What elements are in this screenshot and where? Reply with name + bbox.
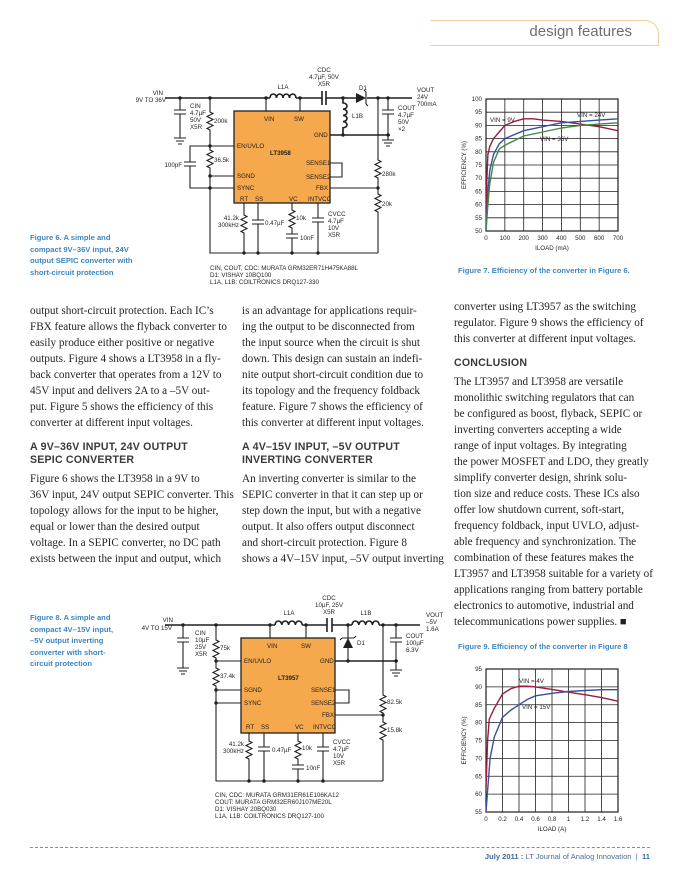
- pin-sense1: SENSE1: [311, 687, 336, 694]
- label-cout-count: ×2: [398, 126, 406, 133]
- text-line: tion size and reduce costs. These ICs also: [454, 488, 640, 500]
- label-vout-voltage: 24V: [417, 94, 429, 101]
- label-cin-value: 4.7µF: [190, 110, 206, 117]
- label-rc: 10k: [296, 215, 306, 222]
- text-line: outputs. Figure 4 shows a LT3958 in a fly-: [30, 353, 221, 365]
- y-tick-label: 90: [475, 683, 482, 691]
- text-line: range of input voltages. By integrating: [454, 440, 627, 452]
- label-cout-value: 4.7µF: [398, 112, 414, 119]
- text-line: regulator. Figure 9 shows the efficiency of: [454, 317, 644, 329]
- series-label-4v: VIN = 4V: [519, 678, 544, 685]
- text-line: INVERTING CONVERTER: [242, 454, 373, 466]
- text-line: step down the input, but with a negative: [242, 505, 421, 517]
- text-line: be configured as boost, flyback, SEPIC or: [454, 408, 643, 420]
- label-r-fb-bottom: 20k: [382, 201, 392, 208]
- label-d1: D1: [359, 85, 367, 92]
- component-note: D1: VISHAY 10BQ100: [210, 272, 272, 279]
- label-d1: D1: [357, 640, 365, 647]
- label-r-fb-top: 82.5k: [387, 699, 403, 706]
- label-l1b: L1B: [352, 113, 364, 120]
- pin-vc: VC: [295, 724, 304, 731]
- text-line: SEPIC CONVERTER: [30, 454, 135, 466]
- text-line: its topology and the frequency foldback: [242, 385, 421, 397]
- text-line: able frequency and synchronization. The: [454, 536, 637, 548]
- x-tick-label: 0.4: [514, 816, 524, 823]
- text-line: Figure 6. A simple and: [30, 233, 111, 242]
- footer-divider: [30, 847, 650, 848]
- label-cdc-dielectric: X5R: [317, 81, 331, 88]
- label-vin-range: 4V TO 15V: [141, 625, 172, 632]
- pin-sw: SW: [294, 116, 304, 123]
- text-line: Figure 8. A simple and: [30, 613, 111, 622]
- x-axis-label: ILOAD (mA): [535, 245, 569, 252]
- pin-vc: VC: [289, 196, 298, 203]
- y-tick-label: 100: [471, 96, 482, 103]
- label-vout: VOUT: [417, 87, 435, 94]
- text-line: An inverting converter is similar to the: [242, 473, 416, 485]
- pin-sense1: SENSE1: [306, 160, 331, 167]
- pin-gnd: GND: [314, 132, 328, 139]
- pin-en-uvlo: EN/UVLO: [244, 658, 272, 665]
- wire: [270, 625, 306, 638]
- label-r-bottom: 36.5k: [214, 157, 230, 164]
- label-cc: 10nF: [300, 235, 315, 242]
- y-axis-label: EFFICIENCY (%): [461, 716, 468, 765]
- text-line: FBX feature allows the flyback converter to: [30, 321, 227, 333]
- capacitor-cout: [390, 625, 402, 676]
- component-note: D1: VISHAY 20BQ030: [215, 806, 277, 813]
- text-line: compact 9V–36V input, 24V: [30, 244, 129, 254]
- pin-sync: SYNC: [244, 700, 262, 707]
- pin-ss: SS: [261, 724, 270, 731]
- text-line: equal or lower than the desired output: [30, 521, 200, 533]
- label-rt-frequency: 300kHz: [223, 748, 244, 755]
- y-tick-label: 55: [475, 214, 482, 222]
- x-tick-label: 1.6: [613, 816, 623, 823]
- text-line: inverting converters accepting a wide: [454, 424, 622, 436]
- figure8-schematic: [142, 595, 444, 820]
- rc-compensation: [286, 203, 298, 253]
- text-line: Figure 6 shows the LT3958 in a 9V to: [30, 473, 200, 485]
- text-line: this converter at different input voltages.: [454, 333, 636, 345]
- y-tick-label: 95: [475, 666, 482, 673]
- label-cc: 10nF: [306, 765, 321, 772]
- text-line: and short-circuit protection. Figure 8: [242, 537, 407, 549]
- y-tick-label: 70: [475, 755, 482, 763]
- label-cdc-dielectric: X5R: [322, 609, 336, 616]
- label-vin-range: 9V TO 36V: [135, 97, 166, 104]
- inductor-l1b: [343, 98, 347, 135]
- text-line: electronics to automotive, industrial and: [454, 600, 634, 612]
- label-l1b: L1B: [360, 610, 372, 617]
- pin-sgnd: SGND: [244, 687, 262, 694]
- text-line: converter with short-: [30, 647, 106, 657]
- text-line: telecommunications power supplies. ■: [454, 616, 627, 628]
- wire: [335, 690, 383, 715]
- x-tick-label: 0.6: [531, 816, 540, 823]
- capacitor-100pf: [184, 146, 210, 188]
- figure9-caption: Figure 9. Efficiency of the converter in Figure 8: [458, 642, 628, 651]
- footer: [485, 852, 650, 861]
- wire: [216, 661, 241, 703]
- label-cvcc: CVCC: [333, 739, 351, 746]
- pin-vin: VIN: [264, 116, 275, 123]
- text-line: offer low shutdown current, soft-start,: [454, 504, 625, 516]
- label-cin-dielectric: X5R: [190, 124, 203, 131]
- label-cout: COUT: [406, 633, 424, 640]
- resistor-feedback: [375, 98, 381, 253]
- y-tick-label: 70: [475, 175, 482, 183]
- label-r-fb-bottom: 15.8k: [387, 727, 403, 734]
- label-cdc-value: 10µF, 25V: [315, 602, 343, 609]
- text-line: back converter that operates from a 12V to: [30, 369, 222, 381]
- label-cvcc-dielectric: X5R: [333, 760, 346, 767]
- capacitor-ss: [252, 203, 264, 253]
- figure7-efficiency-chart: [461, 96, 624, 252]
- page-number: 11: [641, 852, 650, 861]
- label-cout: COUT: [398, 105, 416, 112]
- label-cvcc-value: 4.7µF: [328, 218, 344, 225]
- x-tick-label: 0: [484, 235, 488, 242]
- capacitor-ss: [258, 733, 270, 781]
- y-tick-label: 55: [475, 809, 482, 816]
- text-line: A 4V–15V INPUT, –5V OUTPUT: [242, 441, 400, 453]
- label-cin: CIN: [195, 630, 206, 637]
- pin-sync: SYNC: [237, 185, 255, 192]
- component-note: CIN, CDC: MURATA GRM31ER61E106KA12: [215, 792, 339, 799]
- figure9-efficiency-chart: [461, 666, 623, 833]
- x-tick-label: 300: [537, 235, 548, 242]
- text-line: short-circuit protection: [30, 267, 114, 277]
- text-line: easily produce either positive or negative: [30, 337, 215, 349]
- label-cdc-value: 4.7µF, 50V: [309, 74, 339, 81]
- text-line: monolithic switching regulators that can: [454, 392, 635, 404]
- text-line: 45V input and delivers 2A to a –5V out-: [30, 385, 210, 397]
- pin-rt: RT: [246, 724, 255, 731]
- label-cdc: CDC: [317, 67, 331, 74]
- y-tick-label: 50: [475, 228, 482, 235]
- inductor-l1a: [270, 94, 296, 98]
- text-line: SEPIC converter in that it can step up or: [242, 489, 423, 501]
- capacitor-cdc: [327, 618, 332, 632]
- text-line: this converter at different input voltages.: [242, 417, 424, 429]
- section-title: design features: [529, 23, 632, 40]
- label-cin-voltage: 25V: [195, 644, 207, 651]
- label-cvcc: CVCC: [328, 211, 346, 218]
- resistor-rt: [246, 733, 252, 781]
- pin-intvcc: INTVCC: [308, 196, 332, 203]
- text-line: feature. Figure 7 shows the efficiency of: [242, 401, 423, 413]
- text-line: ing the output to be disconnected from: [242, 321, 415, 333]
- pin-sw: SW: [301, 643, 311, 650]
- y-tick-label: 60: [475, 791, 482, 799]
- x-tick-label: 100: [499, 235, 511, 242]
- pin-en-uvlo: EN/UVLO: [237, 143, 265, 150]
- text-line: converter at different input voltages.: [30, 417, 193, 429]
- y-axis-label: EFFICIENCY (%): [461, 140, 468, 190]
- figure7-caption: Figure 7. Efficiency of the converter in Figure 6.: [458, 266, 630, 275]
- label-cin: CIN: [190, 103, 201, 110]
- pin-ss: SS: [255, 196, 264, 203]
- x-tick-label: 700: [612, 235, 624, 242]
- resistor-feedback: [380, 625, 386, 781]
- x-tick-label: 200: [518, 235, 529, 242]
- label-vin: VIN: [152, 90, 163, 97]
- capacitor-cin: [174, 98, 186, 144]
- text-line: compact 4V–15V input,: [30, 624, 114, 634]
- label-vout: VOUT: [426, 612, 444, 619]
- text-line: 36V input, 24V output SEPIC converter. This: [30, 489, 234, 501]
- y-tick-label: 85: [475, 135, 482, 143]
- label-r-fb-top: 280k: [382, 171, 396, 178]
- x-tick-label: 400: [556, 235, 567, 242]
- x-tick-label: 1.2: [580, 816, 590, 823]
- capacitor-cvcc: [312, 203, 324, 253]
- pin-sense2: SENSE2: [311, 700, 336, 707]
- text-line: output SEPIC converter with: [30, 256, 133, 265]
- label-l1a: L1A: [283, 610, 295, 617]
- ic-name: LT3957: [278, 675, 299, 682]
- series-label-9v: VIN = 9V: [490, 117, 515, 124]
- pin-fbx: FBX: [316, 185, 329, 192]
- pin-sgnd: SGND: [237, 173, 255, 180]
- component-note: COUT: MURATA GRM32ER60J107ME20L: [215, 799, 332, 806]
- figure6-schematic: [136, 67, 438, 286]
- text-line: frequency foldback, input UVLO, adjust-: [454, 520, 640, 532]
- label-vout-current: 700mA: [417, 101, 437, 108]
- text-line: the input source when the circuit is shut: [242, 337, 421, 349]
- label-cdc: CDC: [322, 595, 336, 602]
- y-tick-label: 90: [475, 122, 482, 130]
- text-line: down. This design can sustain an indefi-: [242, 353, 423, 365]
- text-line: nite output short-circuit condition due to: [242, 369, 424, 381]
- label-cvcc-dielectric: X5R: [328, 232, 341, 239]
- resistor-rt: [241, 203, 247, 253]
- label-css: 0.47µF: [272, 747, 292, 754]
- text-line: circuit protection: [30, 659, 93, 668]
- text-line: output short-circuit protection. Each IC’s: [30, 305, 214, 317]
- ic-lt3957: [241, 638, 335, 733]
- x-tick-label: 500: [575, 235, 586, 242]
- text-line: the power MOSFET and LDO, they greatly: [454, 456, 649, 468]
- pin-rt: RT: [240, 196, 249, 203]
- component-note: CIN, COUT, CDC: MURATA GRM32ER71H475KA88L: [210, 265, 358, 272]
- label-css: 0.47µF: [265, 220, 285, 227]
- wire: [330, 163, 378, 188]
- y-tick-label: 65: [475, 188, 482, 196]
- label-cvcc-voltage: 10V: [328, 225, 340, 232]
- capacitor-cout: [382, 98, 394, 146]
- text-line: The LT3957 and LT3958 are versatile: [454, 376, 624, 388]
- component-note: L1A, L1B: COILTRONICS DRQ127-330: [210, 279, 319, 286]
- label-cout-value: 100µF: [406, 640, 424, 647]
- footer-date: July 2011 :: [484, 852, 524, 861]
- text-line: –5V output inverting: [30, 636, 104, 645]
- label-cin-dielectric: X5R: [195, 651, 208, 658]
- capacitor-cin: [177, 625, 189, 674]
- text-line: output. It also offers output disconnect: [242, 521, 415, 533]
- x-tick-label: 0.8: [547, 816, 557, 823]
- capacitor-cvcc: [317, 733, 329, 781]
- text-line: exists between the input and output, which: [30, 553, 222, 565]
- y-tick-label: 75: [475, 737, 482, 745]
- x-tick-label: 0: [484, 816, 488, 823]
- label-vout-current: 1.6A: [426, 626, 439, 633]
- label-l1a: L1A: [277, 84, 289, 91]
- label-100pf: 100pF: [164, 162, 182, 169]
- label-rt-frequency: 300kHz: [218, 222, 239, 229]
- y-tick-label: 65: [475, 773, 482, 781]
- x-tick-label: 1: [566, 816, 571, 823]
- text-line: A 9V–36V INPUT, 24V OUTPUT: [30, 441, 188, 453]
- text-line: topology allows for the input to be higher,: [30, 505, 219, 517]
- text-line: combination of these features makes the: [454, 552, 634, 564]
- label-cvcc-voltage: 10V: [333, 753, 345, 760]
- label-cin-voltage: 50V: [190, 117, 202, 124]
- y-tick-label: 95: [475, 109, 482, 117]
- pin-sense2: SENSE2: [306, 174, 331, 181]
- diode-d1: [356, 93, 366, 103]
- pin-fbx: FBX: [322, 712, 335, 719]
- label-r-bottom: 37.4k: [220, 673, 236, 680]
- y-tick-label: 85: [475, 701, 482, 709]
- diode-d1: [343, 638, 353, 648]
- y-tick-label: 60: [475, 201, 482, 209]
- label-vin: VIN: [162, 617, 173, 624]
- text-line: put. Figure 5 shows the efficiency of this: [30, 401, 214, 413]
- x-tick-label: 1.4: [597, 816, 606, 823]
- text-line: shows a 4V–15V input, –5V output inverting: [242, 553, 444, 565]
- series-label-15v: VIN = 15V: [522, 704, 551, 711]
- x-axis-label: ILOAD (A): [537, 826, 567, 833]
- x-tick-label: 600: [593, 235, 605, 242]
- text-line: simplify converter design, shrink solu-: [454, 472, 628, 484]
- label-rt: 41.2k: [228, 741, 244, 748]
- label-rt: 41.2k: [223, 215, 239, 222]
- label-cvcc-value: 4.7µF: [333, 746, 349, 753]
- label-vout-voltage: –5V: [426, 619, 438, 626]
- wire: [210, 146, 234, 188]
- footer-journal: LT Journal of Analog Innovation: [525, 852, 632, 861]
- ic-name: LT3958: [270, 150, 291, 157]
- text-line: voltage. In a SEPIC converter, no DC path: [30, 537, 221, 549]
- text-line: LT3957 and LT3958 suitable for a variety of: [454, 568, 653, 580]
- wire: [266, 98, 300, 111]
- pin-intvcc: INTVCC: [313, 724, 337, 731]
- pin-vin: VIN: [267, 643, 278, 650]
- rc-compensation: [292, 733, 304, 781]
- footer-separator: |: [635, 852, 638, 861]
- text-line: applications ranging from battery portable: [454, 584, 643, 596]
- label-rc: 10k: [302, 745, 312, 752]
- label-r-top: 75k: [220, 645, 230, 652]
- inductor-l1a: [275, 621, 302, 625]
- y-tick-label: 80: [475, 148, 482, 156]
- label-cout-voltage: 6.3V: [406, 647, 419, 654]
- x-tick-label: 0.2: [498, 816, 507, 823]
- text-line: CONCLUSION: [454, 357, 528, 369]
- label-cout-voltage: 50V: [398, 119, 410, 126]
- series-label-24v: VIN = 24V: [577, 112, 606, 119]
- series-label-36v: VIN = 36V: [540, 136, 569, 143]
- inductor-l1b: [352, 621, 379, 625]
- label-r-top: 200k: [214, 118, 228, 125]
- label-cin-value: 10µF: [195, 637, 210, 644]
- y-tick-label: 75: [475, 162, 482, 169]
- capacitor-cdc: [322, 91, 326, 105]
- text-line: is an advantage for applications requir-: [242, 305, 417, 317]
- text-line: converter using LT3957 as the switching: [454, 301, 636, 313]
- component-note: L1A, L1B: COILTRONICS DRQ127-100: [215, 813, 324, 820]
- pin-gnd: GND: [320, 658, 334, 665]
- y-tick-label: 80: [475, 719, 482, 727]
